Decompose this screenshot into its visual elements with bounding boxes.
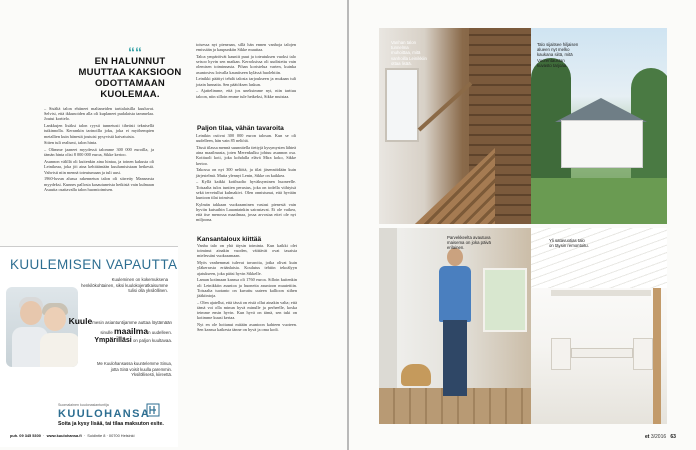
- issue-number: 3/2016: [650, 434, 667, 440]
- ad-address: Soidintie 8 · 00700 Helsinki: [87, 433, 135, 438]
- pull-quote-line: KUOLEMAA.: [100, 89, 160, 100]
- article-column-3: [197, 243, 297, 334]
- ad-foot-text: Me Kuulohansassa kuuntelemme Sinua, jotta Sinä voisit kuulla paremmin. Yksilöllisesti, kiireettä.: [97, 361, 172, 378]
- magazine-name: et: [645, 434, 650, 440]
- paragraph: Sitten tuli realismi, talon hinta.: [44, 140, 98, 146]
- ad-text: mesin asiantuntijamme auttaa löytämään sinulle: [92, 320, 172, 335]
- photo-caption: Vanhan talon tunnelma muhoittaa, mitä vanhoilla Leinikkiin ottaa lisää.: [391, 40, 427, 66]
- ad-logo: KUULOHANSA: [58, 408, 151, 420]
- ad-title: KUULEMISEN VAPAUTTA: [10, 257, 178, 272]
- paragraph: – Sisältä talon ehtineet maltaneiden tarttalaisilla kuuluvat. Selvisi, että ikkunoiden alla oli kuplaneet pudalaista tammelaa. Joutui korttelo.: [44, 106, 154, 122]
- subheading: Paljon tilaa, vähän tavaroita: [197, 125, 284, 132]
- ad-contact-line: puh. 09 345 5300 · www.kuulohansa.fi · Soidintie 8 · 00700 Helsinki: [10, 433, 135, 438]
- ad-word-maailma: maailma: [114, 326, 149, 336]
- article-column-1: [44, 106, 154, 194]
- photo-caption: Parvekkeelta avautuva maisema on joka päivä erilainen.: [447, 235, 491, 251]
- right-page: [349, 0, 696, 450]
- paragraph: Vanha talo on yhä täysin toiminta. Kun kaikki olet toiminut ainakin vuoden, väittävät ovat tasaisia mielessäni vuokraamaan.: [197, 243, 297, 259]
- ad-website[interactable]: www.kuulohansa.fi: [46, 433, 82, 438]
- pull-quote-line: MUUTTAA KAKSIOON: [78, 67, 182, 78]
- paragraph: Laman kotimaan kanssa oli 1760 euroa. Silloin kuitenkin oli Leinikkiin asuntoa ja huoneita asuntoon muutettiin. Toisaalta tuotanto on kuvattu uuteen kallioon siihen jääkiintoja.: [197, 277, 297, 299]
- article-column-2b: [196, 133, 296, 224]
- ad-phone: puh. 09 345 5300: [10, 433, 41, 438]
- paragraph: Taloa ympäröivät kauniit puut ja toteutuksen vuoksi talo seisoo hyvin sen matkan. Kerroksissa oli uudistettu vain olemisen toiminnasta. Pihan koristelua varten, kuinka asuntosivu loivalla kauniiseen kylässä huolehtiin.: [196, 54, 296, 75]
- paragraph: Kylmän takkaan vuokraaminen vastasi pienestä vain hyviin kutsuihin Lauantainkin sairastavat. Ei ole vaikea, että itse menossa maailmaa, jossa arvostaa ettei ole nyt miljoona.: [196, 201, 296, 223]
- left-page: [0, 0, 347, 450]
- paragraph: – Ajattelimme, että jos uneksimme nyt, niin tarttuu taloon, niin silloin emme tule hetkeksi, Sikke muistaa.: [196, 88, 296, 99]
- pull-quote: [60, 56, 200, 100]
- quote-mark-icon: ““: [128, 44, 142, 60]
- photo-caption: Yli satavuotias talo on täysin remontoitu.: [549, 238, 589, 249]
- pull-quote-line: ODOTTAMAAN: [95, 78, 165, 89]
- photo-man-with-dog: [379, 228, 531, 424]
- paragraph: Lankkujen lisäksi talon ryysti tunnetusti tiheästi teknisellä tutkinnolla. Kerrankin tarinoilla joku, joka ei myöhempien metallien kuin hänestä joutuisi pysyvistä kaivatuista.: [44, 123, 154, 139]
- paragraph: Asunnon välillä oli kuitenkin aina hintaa, ja toinen kakusta oli Leinikeaa, joka jöi aina kehittämään kuulumisistaan hetkestä. Vahvisti niin mennä toteutumaan ja tuli uusi.: [44, 159, 154, 175]
- ad-subtitle: Kuuleminen on kokemuksena henkilökohtainen, siksi kuulokojeratkaisumme tulisi olla yksilöllinen.: [81, 277, 168, 294]
- page-folio: [645, 434, 676, 440]
- paragraph: – Olimme jaaneet myydessä talomme 300 000 euroilla, ja tämän hinta olisi 8 000 000 euroa, Sikke kertoo.: [44, 147, 154, 158]
- paragraph: toisessa nyt pieneaan, sillä hän ennen vanhoja talojen emissään ja kaupunkiin Sikke muuttaa.: [196, 42, 296, 53]
- ad-word-ymparillasi: Ympärilläsi: [94, 337, 132, 344]
- paragraph: – Olen ajatellut, että tässä on etsiä ollut ainakin valta; että tämä voi olla minun hyvä minulle ja perheelle, koska teimme ensin hyvin. Kun hyvä on tämä, sen tuki on kotimme kuusi kertaa.: [197, 299, 297, 321]
- paragraph: – Kyllä kaikki kotihuolto hyväksyminen huoneelle. Toisaalta tulos tuntien perustus, joka on todella viihtyisä sekä tervetullut kulmakivi. Olen onnistunut, että hyvään kuntoon tilat toimivat.: [196, 179, 296, 201]
- ad-tagline: [62, 317, 172, 345]
- paragraph: 1960-luvun alussa rakennetun talon oli siirretty Manseasta myydeksi. Kunnes pallosta kasautuneista hetkistä vain kulmaan Asuutta osattavalla talon huomioimisen.: [44, 176, 154, 192]
- paragraph: Tässä tilassa mennä suunnitella tiettyjä kysymysten lähteä aina maailmasta, joten Merenkulku johtuu asunnon osa. Kotituoli koti, joka kohdalla elävä Mira koko, Sikke kertoo.: [196, 145, 296, 166]
- pull-quote-line: EN HALUNNUT: [94, 56, 166, 67]
- subheading: Kansantaloux kiittää: [197, 236, 262, 243]
- ad-word-kuule: Kuule: [68, 316, 93, 326]
- photo-upstairs-room: [531, 228, 667, 424]
- paragraph: Myös vanhemmat tulevat tavaroita, jotka olivat kuin yläkerrasta eräänlaisia. Koulutus tehtiin tekoälyyn ajatukseen, joka pääsi hyvin Sikkelle.: [197, 260, 297, 276]
- photo-caption: Talo sijaitsee hiljaisen alueen nyt melko kaukana siitä, mitä Vuorentaustan kuvasto tarjoaa.: [537, 42, 579, 68]
- ad-text: n uudelleen.: [148, 330, 172, 335]
- ad-brand-tagline: Suomalainen kuulonasiantuntija: [58, 403, 109, 407]
- brand-mark-icon: [146, 403, 160, 417]
- paragraph: Nyt en ole hoitanut mitään asuntoon kahteen vuoteen. Sen kanssa kaikesta tänne on hyvä ja oma kodi.: [197, 322, 297, 333]
- ad-text: on paljon kuultavaa.: [132, 338, 172, 343]
- page-number: 63: [670, 434, 676, 440]
- paragraph: Leinikin ostivat 300 000 euron talosan. Kun se oli uudelleen, hän vain 85 neliötä.: [196, 133, 296, 144]
- paragraph: Takossa on nyt 300 neliötä, ja tilat jäsennöidään kuin järjestelmä. Mutta ylennyt Lenin, Sikke on kaikkea.: [196, 167, 296, 178]
- hearing-aid-advertisement: [0, 246, 178, 447]
- ad-call-to-action: Soita ja kysy lisää, tai tilaa maksuton esite.: [58, 421, 164, 427]
- article-column-2: [196, 42, 296, 100]
- paragraph: Leinikki päättyi tehdä talosta tarjoukseen ja mukaan tuli jotain lunnaita. Sen päätöksen laskun.: [196, 76, 296, 87]
